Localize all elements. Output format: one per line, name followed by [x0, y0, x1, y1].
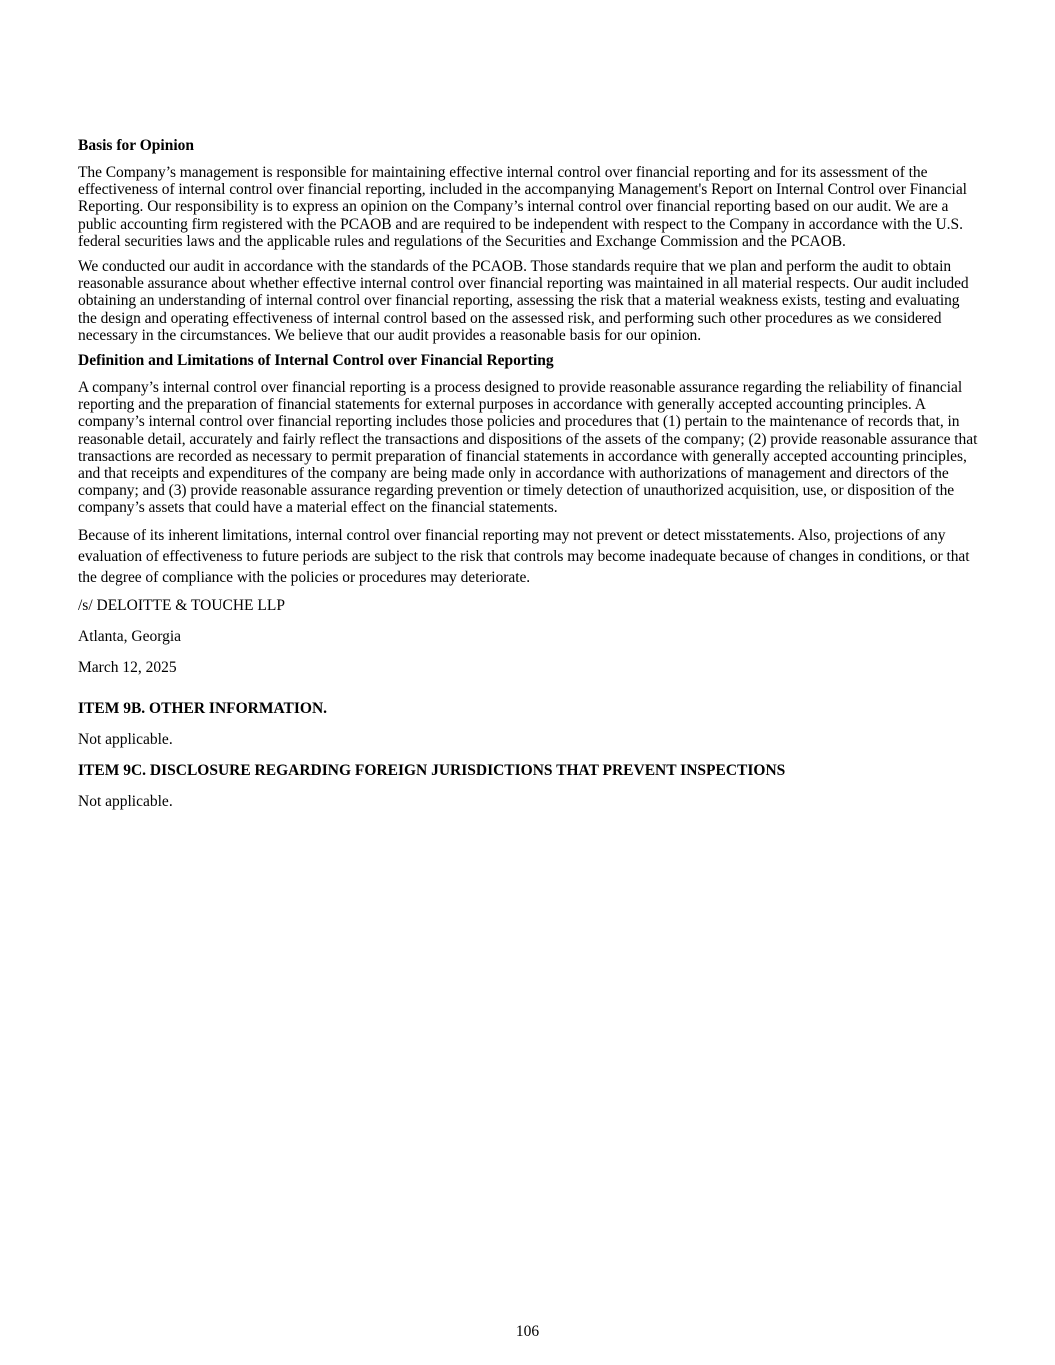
basis-paragraph-2: We conducted our audit in accordance with the standards of the PCAOB. Those standards require that we plan and perform the audit to obtain reasonable assurance about whether effective internal control over financial reporting was maintained in all material respects. Our audit included obtaining an understanding of internal control over financial reporting, assessing the risk that a material weakness exists, testing and evaluating the design and operating effectiveness of internal control based on the assessed risk, and performing such other procedures as we considered necessary in the circumstances. We believe that our audit provides a reasonable basis for our opinion.	[78, 258, 969, 344]
signature-location: Atlanta, Georgia	[78, 627, 182, 645]
item-9b-heading: ITEM 9B. OTHER INFORMATION.	[78, 699, 328, 717]
definition-paragraph-1: A company’s internal control over financial reporting is a process designed to provide reasonable assurance regarding the reliability of financial reporting and the preparation of financial statements for external purposes in accordance with generally accepted accounting principles. A company’s internal control over financial reporting includes those policies and procedures that (1) pertain to the maintenance of records that, in reasonable detail, accurately and fairly reflect the transactions and dispositions of the assets of the company; (2) provide reasonable assurance that transactions are recorded as necessary to permit preparation of financial statements in accordance with generally accepted accounting principles, and that receipts and expenditures of the company are being made only in accordance with authorizations of management and directors of the company; and (3) provide reasonable assurance regarding prevention or timely detection of unauthorized acquisition, use, or disposition of the company’s assets that could have a material effect on the financial statements.	[78, 379, 978, 517]
page-number: 106	[515, 1323, 540, 1340]
section-spacer	[78, 690, 981, 700]
definition-limitations-heading: Definition and Limitations of Internal Control over Financial Reporting	[78, 352, 554, 370]
signature-firm: /s/ DELOITTE & TOUCHE LLP	[78, 596, 285, 614]
signature-date: March 12, 2025	[78, 658, 177, 676]
document-page	[78, 137, 981, 824]
basis-paragraph-1: The Company’s management is responsible for maintaining effective internal control over financial reporting and for its assessment of the effectiveness of internal control over financial reporting, included in the accompanying Management's Report on Internal Control over Financial Reporting. Our responsibility is to express an opinion on the Company’s internal control over financial reporting based on our audit. We are a public accounting firm registered with the PCAOB and are required to be independent with respect to the Company in accordance with the U.S. federal securities laws and the applicable rules and regulations of the Securities and Exchange Commission and the PCAOB.	[78, 164, 967, 250]
item-9c-text: Not applicable.	[78, 792, 173, 810]
basis-for-opinion-heading: Basis for Opinion	[78, 137, 195, 154]
item-9c-heading: ITEM 9C. DISCLOSURE REGARDING FOREIGN JURISDICTIONS THAT PREVENT INSPECTIONS	[78, 761, 786, 779]
item-9b-text: Not applicable.	[78, 730, 173, 748]
definition-paragraph-2: Because of its inherent limitations, internal control over financial reporting may not prevent or detect misstatements. Also, projections of any evaluation of effectiveness to future periods are subject to the risk that controls may become inadequate because of changes in conditions, or that the degree of compliance with the policies or procedures may deteriorate.	[78, 526, 970, 586]
